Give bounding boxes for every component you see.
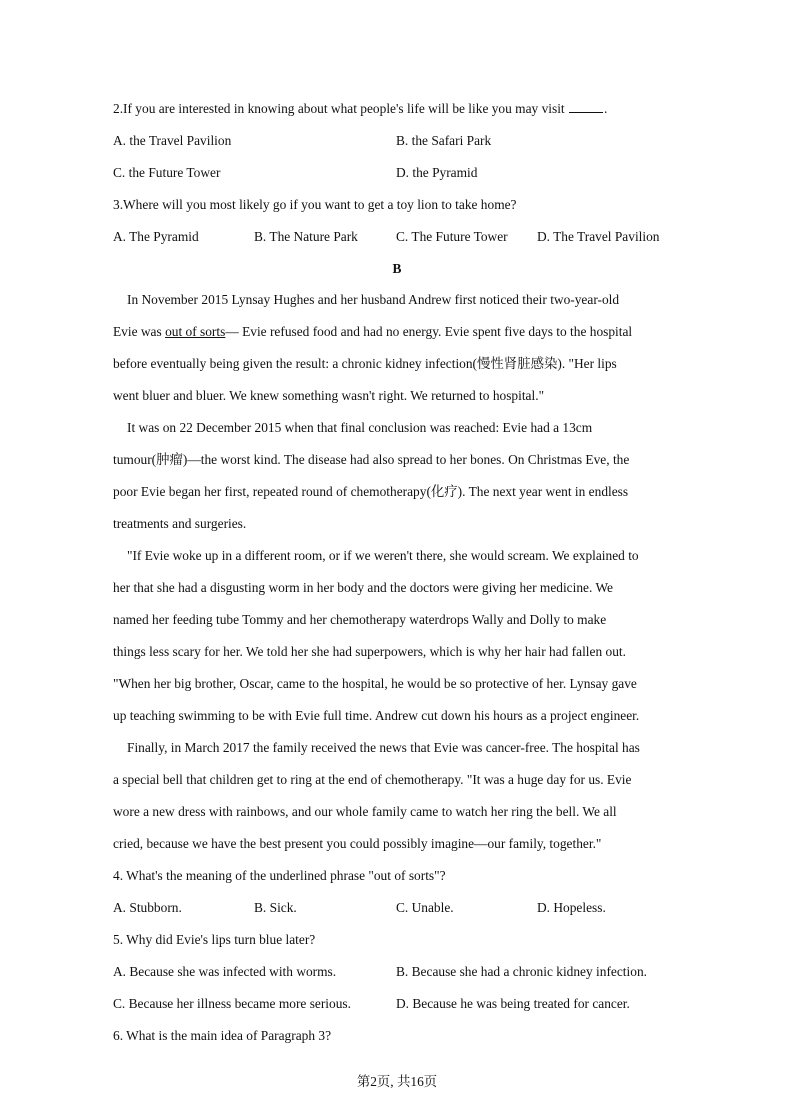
paragraph-1-line: In November 2015 Lynsay Hughes and her husband Andrew first noticed their two-year-old	[127, 292, 620, 307]
question-3-stem: 3.Where will you most likely go if you want to get a toy lion to take home?	[113, 197, 517, 212]
question-2-option-a: A. the Travel Pavilion	[113, 133, 232, 148]
paragraph-2-line: treatments and surgeries.	[113, 516, 247, 531]
paragraph-text: Evie was	[113, 324, 166, 339]
question-3-option-d: D. The Travel Pavilion	[537, 229, 660, 244]
paragraph-4-line: wore a new dress with rainbows, and our whole family came to watch her ring the bell. We all	[113, 804, 617, 819]
question-3-option-b: B. The Nature Park	[254, 229, 358, 244]
page-number: 第2页, 共16页	[356, 1074, 438, 1089]
question-2-stem	[113, 102, 607, 115]
question-2-option-b: B. the Safari Park	[396, 133, 492, 148]
paragraph-3-line: her that she had a disgusting worm in her body and the doctors were giving her medicine. We	[113, 580, 613, 595]
paragraph-1-line: before eventually being given the result: a chronic kidney infection(慢性肾脏感染). "Her lips	[113, 356, 617, 371]
question-5-option-c: C. Because her illness became more serious.	[113, 996, 351, 1011]
paragraph-4-line: Finally, in March 2017 the family received the news that Evie was cancer-free. The hospital has	[127, 740, 640, 755]
question-4-option-b: B. Sick.	[254, 900, 297, 915]
question-5-option-a: A. Because she was infected with worms.	[113, 964, 337, 979]
question-5-option-d: D. Because he was being treated for cancer.	[396, 996, 630, 1011]
answer-blank	[569, 111, 603, 113]
question-2-option-c: C. the Future Tower	[113, 165, 221, 180]
question-5-option-b: B. Because she had a chronic kidney infection.	[396, 964, 647, 979]
paragraph-3-line: "When her big brother, Oscar, came to the hospital, he would be so protective of her. Lynsay gave	[113, 676, 637, 691]
paragraph-4-line: a special bell that children get to ring at the end of chemotherapy. "It was a huge day for us. Evie	[113, 772, 632, 787]
paragraph-2-line: It was on 22 December 2015 when that final conclusion was reached: Evie had a 13cm	[127, 420, 593, 435]
question-4-option-c: C. Unable.	[396, 900, 454, 915]
paragraph-3-line: up teaching swimming to be with Evie full time. Andrew cut down his hours as a project engineer.	[113, 708, 640, 723]
question-4-stem: 4. What's the meaning of the underlined phrase "out of sorts"?	[113, 868, 446, 883]
paragraph-3-line: things less scary for her. We told her she had superpowers, which is why her hair had fallen out.	[113, 644, 626, 659]
paragraph-4-line: cried, because we have the best present you could possibly imagine—our family, together."	[113, 836, 602, 851]
question-3-option-c: C. The Future Tower	[396, 229, 508, 244]
underlined-phrase: out of sorts	[165, 324, 226, 339]
paragraph-1-line	[113, 325, 632, 338]
paragraph-text: — Evie refused food and had no energy. Evie spent five days to the hospital	[225, 324, 633, 339]
question-2-option-d: D. the Pyramid	[396, 165, 478, 180]
section-title: B	[392, 261, 402, 276]
paragraph-2-line: tumour(肿瘤)—the worst kind. The disease had also spread to her bones. On Christmas Eve, the	[113, 452, 630, 467]
question-3-option-a: A. The Pyramid	[113, 229, 199, 244]
paragraph-3-line: "If Evie woke up in a different room, or if we weren't there, she would scream. We explained to	[127, 548, 639, 563]
question-4-option-d: D. Hopeless.	[537, 900, 606, 915]
paragraph-1-line: went bluer and bluer. We knew something wasn't right. We returned to hospital."	[113, 388, 545, 403]
question-2-stem-text: 2.If you are interested in knowing about what people's life will be like you may visit	[113, 101, 565, 116]
question-6-stem: 6. What is the main idea of Paragraph 3?	[113, 1028, 332, 1043]
question-2-stem-end: .	[604, 101, 608, 116]
paragraph-3-line: named her feeding tube Tommy and her chemotherapy waterdrops Wally and Dolly to make	[113, 612, 607, 627]
question-4-option-a: A. Stubborn.	[113, 900, 182, 915]
question-5-stem: 5. Why did Evie's lips turn blue later?	[113, 932, 316, 947]
paragraph-2-line: poor Evie began her first, repeated round of chemotherapy(化疗). The next year went in endless	[113, 484, 629, 499]
